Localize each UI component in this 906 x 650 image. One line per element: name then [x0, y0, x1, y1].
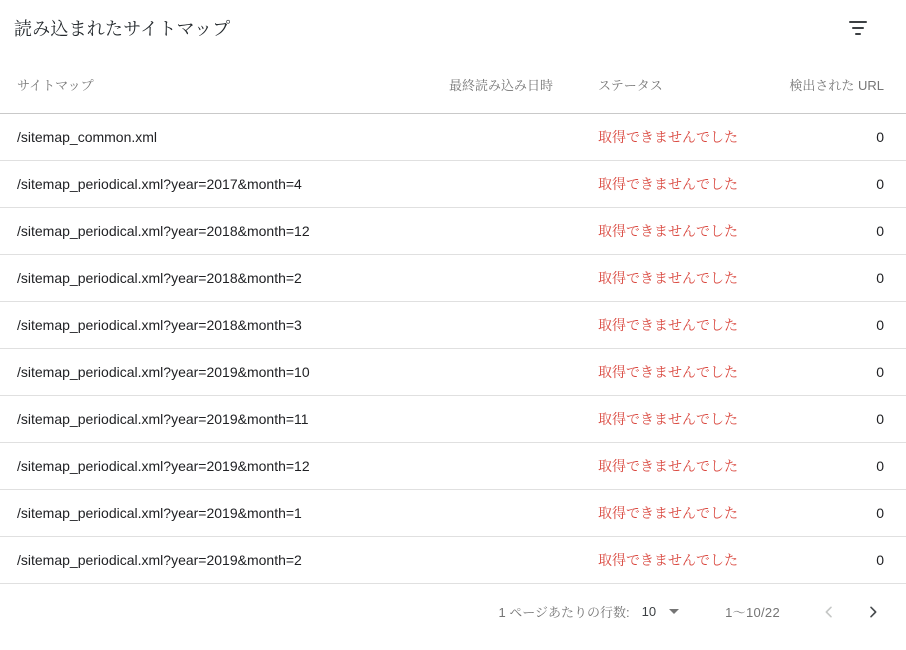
- table-row[interactable]: [0, 160, 906, 207]
- discovered-url-cell: 0: [780, 348, 906, 395]
- status-text: 取得できませんでした: [598, 269, 738, 286]
- last-read-cell: [437, 489, 553, 536]
- discovered-url-cell: 0: [780, 113, 906, 160]
- sitemap-path-cell: /sitemap_periodical.xml?year=2019&month=11: [0, 395, 437, 442]
- column-header-last-read: 最終読み込み日時: [437, 56, 553, 113]
- table-row[interactable]: [0, 442, 906, 489]
- status-cell: [553, 489, 780, 536]
- filter-list-icon[interactable]: [848, 18, 868, 38]
- table-row[interactable]: [0, 536, 906, 583]
- column-header-discovered-url: 検出された URL: [780, 56, 906, 113]
- sitemap-path-cell: /sitemap_periodical.xml?year=2019&month=1: [0, 489, 437, 536]
- discovered-url-cell: 0: [780, 442, 906, 489]
- discovered-url-cell: 0: [780, 536, 906, 583]
- status-cell: [553, 113, 780, 160]
- caret-down-icon: [669, 609, 679, 614]
- previous-page-button[interactable]: [816, 599, 842, 625]
- status-text: 取得できませんでした: [598, 551, 738, 568]
- table-row[interactable]: [0, 489, 906, 536]
- status-cell: [553, 395, 780, 442]
- filter-bar: [855, 33, 861, 35]
- sitemap-path-cell: /sitemap_periodical.xml?year=2018&month=2: [0, 254, 437, 301]
- status-cell: [553, 301, 780, 348]
- last-read-cell: [437, 442, 553, 489]
- last-read-cell: [437, 348, 553, 395]
- status-text: 取得できませんでした: [598, 410, 738, 427]
- filter-bar: [852, 27, 864, 29]
- chevron-left-icon: [821, 604, 837, 620]
- sitemap-path-cell: /sitemap_periodical.xml?year=2017&month=4: [0, 160, 437, 207]
- sitemap-path-cell: /sitemap_periodical.xml?year=2019&month=2: [0, 536, 437, 583]
- status-text: 取得できませんでした: [598, 316, 738, 333]
- sitemap-path-cell: /sitemap_periodical.xml?year=2019&month=12: [0, 442, 437, 489]
- last-read-cell: [437, 160, 553, 207]
- page-title: 読み込まれたサイトマップ: [14, 19, 231, 39]
- sitemap-path-cell: /sitemap_periodical.xml?year=2019&month=10: [0, 348, 437, 395]
- last-read-cell: [437, 113, 553, 160]
- table-header-row: [0, 56, 906, 113]
- table-row[interactable]: [0, 113, 906, 160]
- chevron-right-icon: [865, 604, 881, 620]
- last-read-cell: [437, 301, 553, 348]
- status-cell: [553, 348, 780, 395]
- pagination-range: 1〜10/22: [725, 605, 780, 620]
- table-row[interactable]: [0, 395, 906, 442]
- status-text: 取得できませんでした: [598, 128, 738, 145]
- title-bar: [0, 0, 906, 56]
- discovered-url-cell: 0: [780, 489, 906, 536]
- sitemaps-table: [0, 56, 906, 584]
- filter-bar: [849, 21, 867, 23]
- last-read-cell: [437, 207, 553, 254]
- table-row[interactable]: [0, 301, 906, 348]
- discovered-url-cell: 0: [780, 395, 906, 442]
- discovered-url-cell: 0: [780, 301, 906, 348]
- table-row[interactable]: [0, 207, 906, 254]
- sitemap-path-cell: /sitemap_common.xml: [0, 113, 437, 160]
- status-text: 取得できませんでした: [598, 504, 738, 521]
- rows-per-page-value: 10: [641, 604, 657, 619]
- rows-per-page-select[interactable]: [642, 604, 679, 619]
- discovered-url-cell: 0: [780, 254, 906, 301]
- status-cell: [553, 160, 780, 207]
- status-cell: [553, 536, 780, 583]
- status-text: 取得できませんでした: [598, 363, 738, 380]
- status-cell: [553, 442, 780, 489]
- column-header-sitemap: サイトマップ: [0, 56, 437, 113]
- pagination-bar: [0, 584, 906, 640]
- status-text: 取得できませんでした: [598, 175, 738, 192]
- status-cell: [553, 254, 780, 301]
- status-text: 取得できませんでした: [598, 457, 738, 474]
- last-read-cell: [437, 395, 553, 442]
- last-read-cell: [437, 536, 553, 583]
- sitemap-path-cell: /sitemap_periodical.xml?year=2018&month=3: [0, 301, 437, 348]
- discovered-url-cell: 0: [780, 207, 906, 254]
- status-text: 取得できませんでした: [598, 222, 738, 239]
- table-row[interactable]: [0, 254, 906, 301]
- last-read-cell: [437, 254, 553, 301]
- next-page-button[interactable]: [860, 599, 886, 625]
- table-row[interactable]: [0, 348, 906, 395]
- status-cell: [553, 207, 780, 254]
- sitemap-path-cell: /sitemap_periodical.xml?year=2018&month=12: [0, 207, 437, 254]
- column-header-status: ステータス: [553, 56, 780, 113]
- rows-per-page-label: 1 ページあたりの行数:: [498, 605, 630, 620]
- discovered-url-cell: 0: [780, 160, 906, 207]
